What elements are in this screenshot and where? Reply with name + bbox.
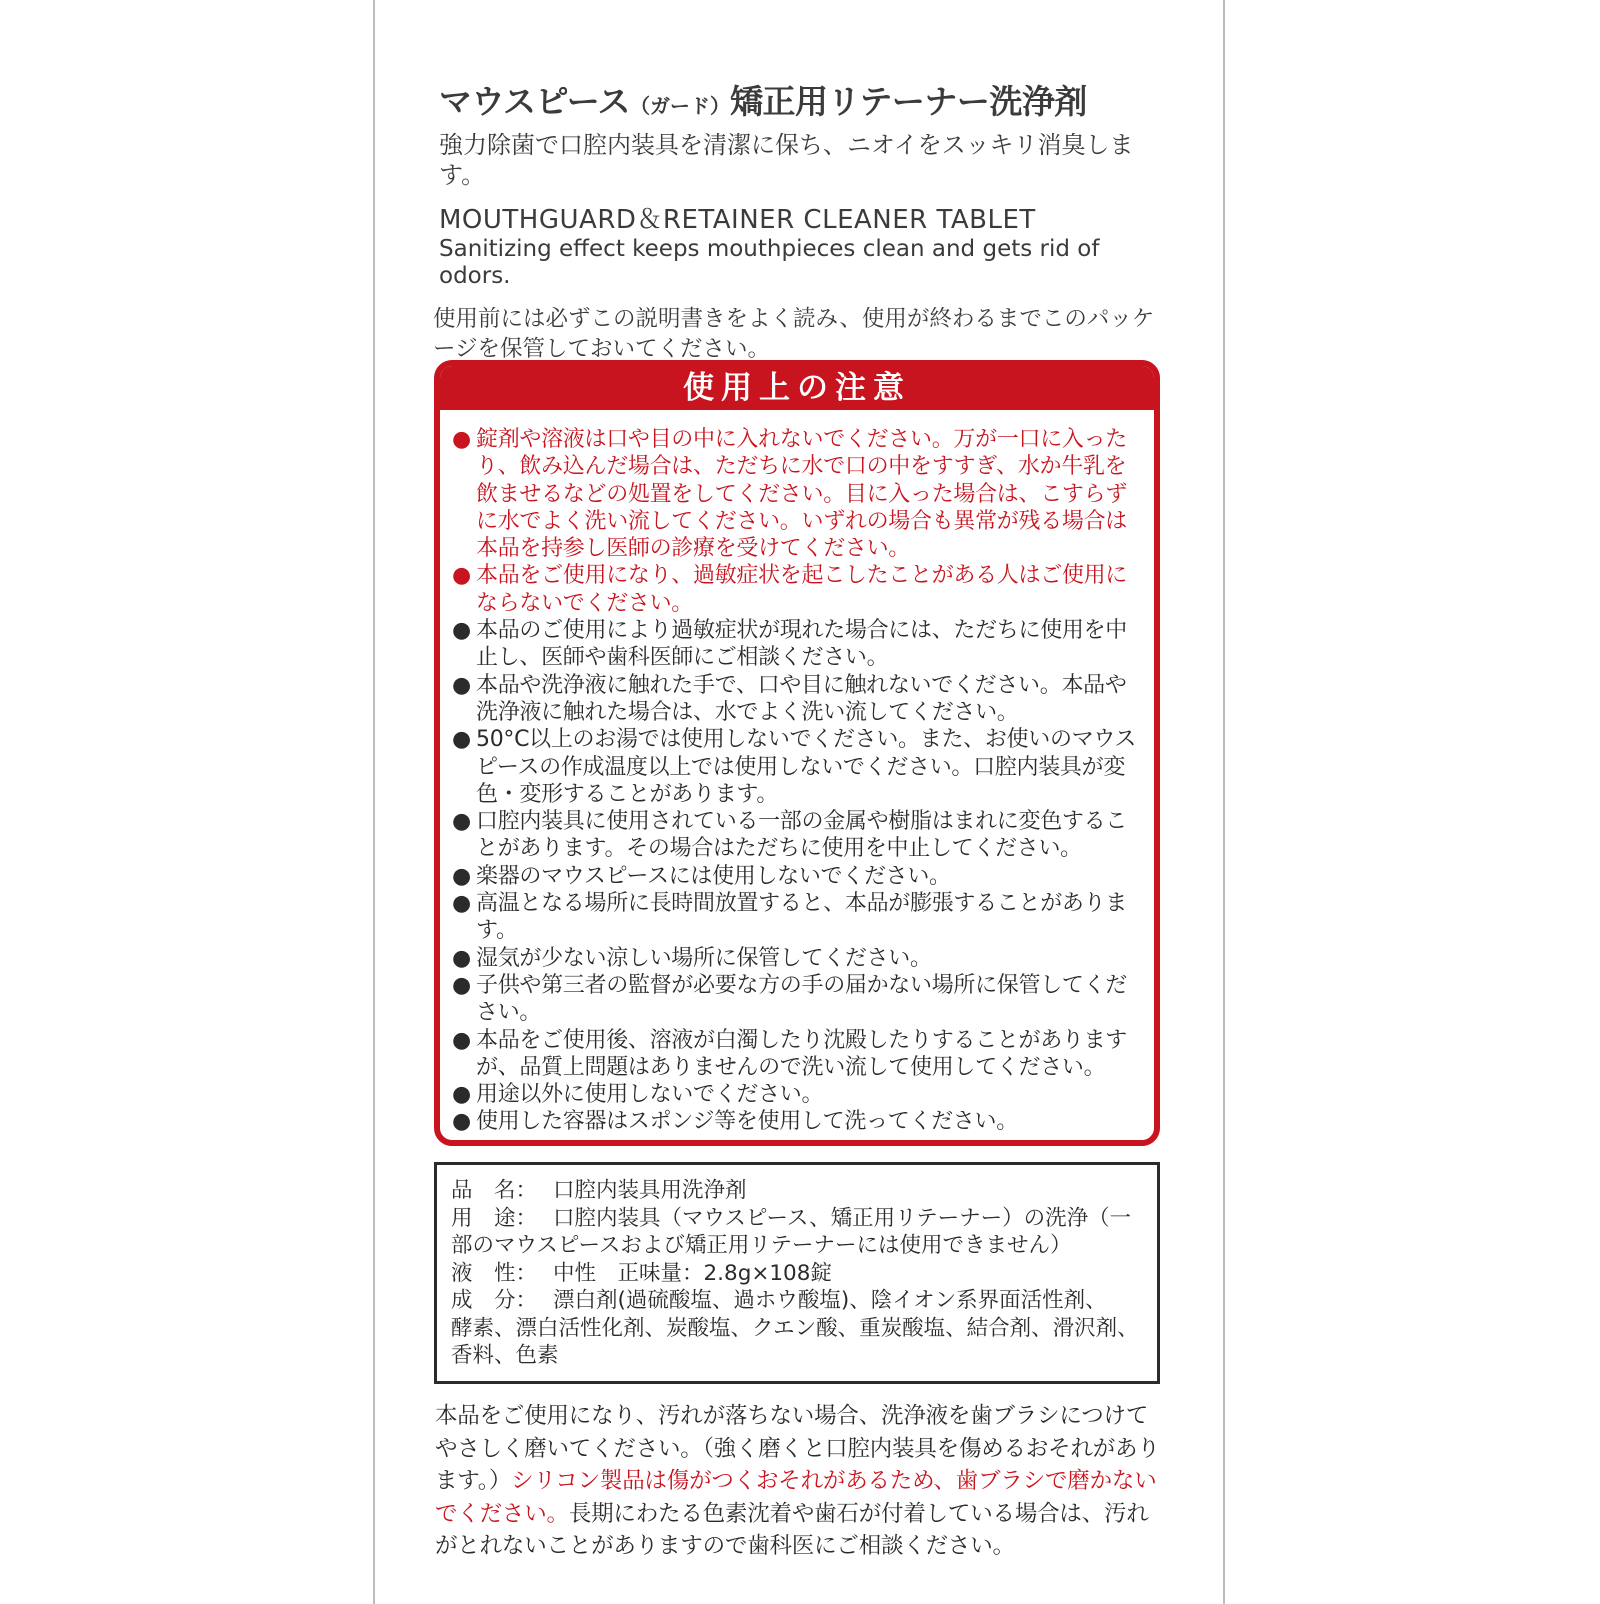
title-guard: （ガード） <box>630 94 731 118</box>
subtitle-en: Sanitizing effect keeps mouthpieces clean and gets rid of odors. <box>439 236 1100 289</box>
caution-header: 使用上の注意 <box>440 366 1154 410</box>
bullet-icon: ● <box>452 945 471 971</box>
bullet-icon: ● <box>452 863 471 889</box>
bullet-icon: ● <box>452 563 471 589</box>
caution-item: ● 用途以外に使用しないでください。 <box>452 1082 824 1108</box>
info-row-ingredients <box>451 1287 1143 1315</box>
info-label: 品 名： <box>451 1178 538 1203</box>
bullet-icon: ● <box>452 672 471 698</box>
info-value: 中性 正味量：2.8g×108錠 <box>553 1260 832 1286</box>
info-label: 用 途： <box>451 1205 538 1231</box>
caution-item: ● 口腔内装具に使用されている一部の金属や樹脂はまれに変色することがあります。その場合はただちに使用を中止してください。 <box>452 809 1128 862</box>
info-value: 漂白剤(過硫酸塩、過ホウ酸塩)、陰イオン系界面活性剤、 <box>553 1288 1107 1313</box>
info-use-continued: 部のマウスピースおよび矯正用リテーナーには使用できません） <box>451 1233 1072 1258</box>
info-row-liquid <box>451 1260 1143 1288</box>
info-ingredients-continued: 酵素、漂白活性化剤、炭酸塩、クエン酸、重炭酸塩、結合剤、滑沢剤、香料、色素 <box>451 1315 1139 1368</box>
product-info-box <box>434 1162 1160 1384</box>
caution-item: ● 本品のご使用により過敏症状が現れた場合には、ただちに使用を中止し、医師や歯科医師にご相談ください。 <box>452 618 1128 671</box>
info-row-use <box>451 1205 1143 1233</box>
bullet-icon: ● <box>452 1109 471 1135</box>
read-instructions-note: 使用前には必ずこの説明書きをよく読み、使用が終わるまでこのパッケージを保管しておいてください。 <box>433 306 1155 362</box>
bullet-icon: ● <box>452 809 471 835</box>
package-panel <box>373 0 1225 1604</box>
info-label: 液 性： <box>451 1260 538 1286</box>
bullet-icon: ● <box>452 972 471 998</box>
title-main: マウスピース <box>439 82 631 121</box>
title-en: MOUTHGUARD＆RETAINER CLEANER TABLET <box>439 205 1036 235</box>
caution-item: ● 本品をご使用後、溶液が白濁したり沈殿したりすることがありますが、品質上問題はありませんので洗い流して使用してください。 <box>452 1027 1128 1080</box>
bottom-note <box>435 1400 1165 1563</box>
bottom-note-part3: 長期にわたる色素沈着や歯石が付着している場合は、汚れがとれないことがありますので歯科医にご相談ください。 <box>435 1500 1149 1559</box>
caution-box <box>434 360 1160 1146</box>
bottom-note-part1: 本品をご使用になり、汚れが落ちない場合、洗浄液を歯ブラシにつけてやさしく磨いてください。（強く磨くと口腔内装具を傷めるおそれがあります。） <box>435 1403 1160 1494</box>
bullet-icon: ● <box>452 1027 471 1053</box>
info-value: 口腔内装具用洗浄剤 <box>553 1178 747 1203</box>
caution-item: ● 本品をご使用になり、過敏症状を起こしたことがある人はご使用にならないでください。 <box>452 563 1128 616</box>
caution-item: ● 使用した容器はスポンジ等を使用して洗ってください。 <box>452 1109 1018 1135</box>
bullet-icon: ● <box>452 1082 471 1108</box>
caution-item: ● 錠剤や溶液は口や目の中に入れないでください。万が一口に入ったり、飲み込んだ場合は、ただちに水で口の中をすすぎ、水か牛乳を飲ませるなどの処置をしてください。目に入った場合は、こすらずに水でよく洗い流してください。いずれの場合も異常が残る場合は本品を持参し医師の診療を受けてください。 <box>452 427 1128 562</box>
info-value: 口腔内装具（マウスピース、矯正用リテーナー）の洗浄（一 <box>553 1205 1132 1231</box>
bullet-icon: ● <box>452 618 471 644</box>
caution-item: ● 高温となる場所に長時間放置すると、本品が膨張することがあります。 <box>452 891 1128 944</box>
product-header <box>433 82 1175 364</box>
subtitle-jp: 強力除菌で口腔内装具を清潔に保ち、ニオイをスッキリ消臭します。 <box>439 131 1134 189</box>
caution-item: ● 湿気が少ない涼しい場所に保管してください。 <box>452 945 932 971</box>
bullet-icon: ● <box>452 891 471 917</box>
bullet-icon: ● <box>452 427 471 452</box>
caution-list <box>440 410 1154 1136</box>
bullet-icon: ● <box>452 727 471 753</box>
caution-item: ● 本品や洗浄液に触れた手で、口や目に触れないでください。本品や洗浄液に触れた場合は、水でよく洗い流してください。 <box>452 672 1127 725</box>
info-label: 成 分： <box>451 1288 538 1313</box>
caution-item: ● 50°C以上のお湯では使用しないでください。また、お使いのマウスピースの作成温度以上では使用しないでください。口腔内装具が変色・変形することがあります。 <box>452 727 1137 807</box>
bottom-note-warning: シリコン製品は傷がつくおそれがあるため、歯ブラシで磨かないでください。 <box>435 1468 1157 1527</box>
product-title <box>439 82 1175 126</box>
title-rest: 矯正用リテーナー洗浄剤 <box>730 82 1087 121</box>
caution-item: ● 子供や第三者の監督が必要な方の手の届かない場所に保管してください。 <box>452 972 1128 1026</box>
info-row-name <box>451 1177 1143 1205</box>
caution-item: ● 楽器のマウスピースには使用しないでください。 <box>452 863 951 889</box>
